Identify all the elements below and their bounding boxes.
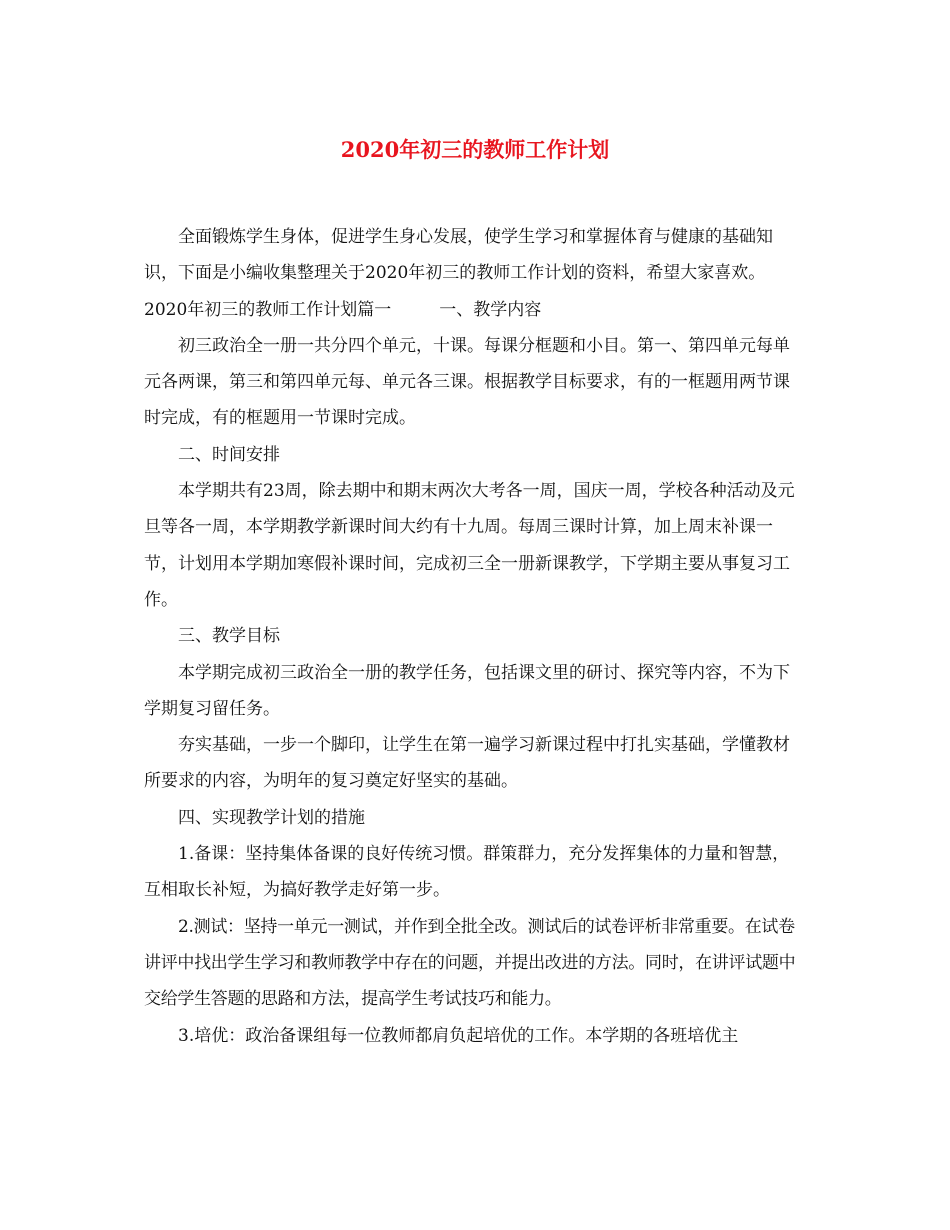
section4-heading: 四、实现教学计划的措施: [178, 807, 365, 828]
document-body: [144, 219, 804, 1054]
part-heading: 2020年初三的教师工作计划篇一: [144, 299, 392, 320]
measure-item-2: 2.测试：坚持一单元一测试，并作到全批全改。测试后的试卷评析非常重要。在试卷讲评中找出学生学习和教师教学中存在的问题，并提出改进的方法。同时，在讲评试题中交给学生答题的思路和方法，提高学生考试技巧和能力。: [144, 916, 796, 1010]
section3-paragraph-2: 夯实基础，一步一个脚印，让学生在第一遍学习新课过程中打扎实基础，学懂教材所要求的内容，为明年的复习奠定好坚实的基础。: [144, 735, 790, 792]
section3-heading: 三、教学目标: [178, 626, 280, 647]
part-heading-line: [144, 292, 804, 328]
section1-heading: 一、教学内容: [439, 299, 542, 320]
measure-item-3: 3.培优：政治备课组每一位教师都肩负起培优的工作。本学期的各班培优主: [178, 1025, 739, 1046]
section3-paragraph-1: 本学期完成初三政治全一册的教学任务，包括课文里的研讨、探究等内容，不为下学期复习留任务。: [144, 662, 790, 719]
section1-paragraph: 初三政治全一册一共分四个单元，十课。每课分框题和小目。第一、第四单元每单元各两课，第三和第四单元每、单元各三课。根据教学目标要求，有的一框题用两节课时完成，有的框题用一节课时完成。: [144, 335, 790, 429]
measure-item-1: 1.备课：坚持集体备课的良好传统习惯。群策群力，充分发挥集体的力量和智慧，互相取长补短，为搞好教学走好第一步。: [144, 844, 790, 901]
section2-paragraph: 本学期共有23周，除去期中和期末两次大考各一周，国庆一周，学校各种活动及元旦等各一周，本学期教学新课时间大约有十九周。每周三课时计算，加上周末补课一节，计划用本学期加寒假补课时间，完成初三全一册新课教学，下学期主要从事复习工作。: [144, 481, 795, 610]
section2-heading: 二、时间安排: [178, 444, 280, 465]
intro-paragraph: 全面锻炼学生身体，促进学生身心发展，使学生学习和掌握体育与健康的基础知识，下面是小编收集整理关于2020年初三的教师工作计划的资料，希望大家喜欢。: [144, 227, 773, 284]
document-title: 2020年初三的教师工作计划: [340, 137, 610, 162]
